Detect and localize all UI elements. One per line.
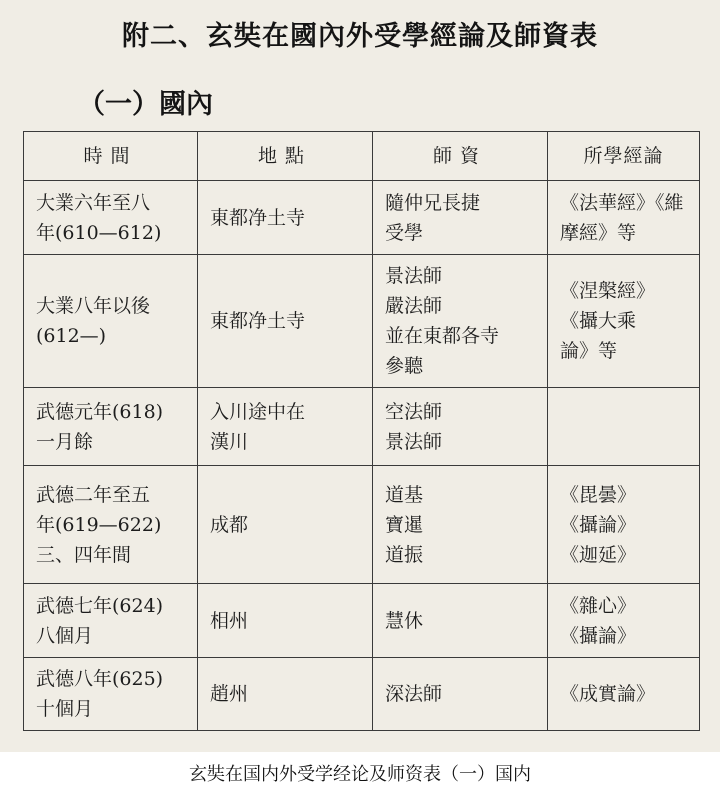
cell-line: 景法師: [385, 265, 443, 287]
cell-line: 慧休: [385, 609, 424, 632]
teachers-table: [23, 131, 700, 731]
cell-line: 深法師: [385, 683, 443, 705]
cell-line: (612—): [36, 325, 107, 347]
cell-line: 《攝論》: [560, 513, 637, 536]
cell-line: 武德八年(625): [36, 668, 164, 690]
table-row: [24, 255, 700, 388]
header-place: 地點: [198, 132, 373, 181]
cell-time: [24, 584, 198, 658]
cell-line: 論》等: [560, 340, 618, 362]
table-body: [24, 181, 700, 731]
cell-line: 年(610—612): [36, 221, 162, 244]
cell-texts: [548, 181, 700, 255]
cell-line: 漢川: [210, 430, 249, 453]
cell-teacher: [373, 584, 548, 658]
cell-line: 參聽: [385, 355, 424, 377]
cell-line: 八個月: [36, 624, 94, 647]
cell-line: 年(619—622): [36, 513, 162, 536]
cell-line: 武德元年(618): [36, 400, 164, 423]
cell-time: [24, 658, 198, 731]
cell-line: 《迦延》: [560, 543, 637, 566]
cell-teacher: [373, 466, 548, 584]
cell-time: [24, 181, 198, 255]
cell-teacher: [373, 388, 548, 466]
cell-line: 三、四年間: [36, 543, 132, 566]
cell-teacher: [373, 255, 548, 388]
table-row: [24, 658, 700, 731]
cell-place: [198, 255, 373, 388]
figure-caption: 玄奘在国内外受学经论及师资表（一）国内: [189, 764, 531, 785]
cell-place: [198, 388, 373, 466]
cell-texts: [548, 388, 700, 466]
cell-texts: [548, 658, 700, 731]
cell-place: [198, 584, 373, 658]
cell-line: 空法師: [385, 400, 443, 423]
cell-place: [198, 658, 373, 731]
cell-line: 入川途中在: [210, 400, 306, 423]
header-time: 時間: [24, 132, 198, 181]
cell-teacher: [373, 658, 548, 731]
cell-line: 隨仲兄長捷: [385, 191, 481, 214]
cell-line: 武德二年至五: [36, 483, 151, 506]
cell-line: 受學: [385, 221, 424, 244]
cell-line: 《攝論》: [560, 624, 637, 647]
cell-teacher: [373, 181, 548, 255]
cell-line: 成都: [210, 513, 249, 536]
cell-line: 摩經》等: [560, 221, 637, 244]
cell-line: 景法師: [385, 430, 443, 453]
cell-line: 《涅槃經》: [560, 280, 656, 302]
cell-line: 《攝大乘: [560, 310, 637, 332]
section-title: （一）國內: [78, 89, 213, 120]
cell-line: 十個月: [36, 698, 94, 720]
table-row: [24, 181, 700, 255]
cell-place: [198, 181, 373, 255]
cell-line: 武德七年(624): [36, 594, 164, 617]
cell-line: 道振: [385, 543, 424, 566]
cell-line: 嚴法師: [385, 295, 443, 317]
table-row: [24, 584, 700, 658]
cell-line: 《成實論》: [560, 683, 656, 705]
cell-line: 相州: [210, 609, 249, 632]
cell-line: 一月餘: [36, 430, 94, 453]
cell-line: 《毘曇》: [560, 483, 637, 506]
cell-line: 大業八年以後: [36, 295, 151, 317]
cell-line: 並在東都各寺: [385, 325, 500, 347]
cell-line: 東都净土寺: [210, 310, 306, 332]
page-title: 附二、玄奘在國內外受學經論及師資表: [122, 21, 598, 52]
cell-texts: [548, 255, 700, 388]
header-texts: 所學經論: [548, 132, 700, 181]
cell-texts: [548, 466, 700, 584]
cell-line: 寶暹: [385, 513, 424, 536]
header-teacher: 師資: [373, 132, 548, 181]
cell-line: 趙州: [210, 683, 249, 705]
cell-line: 東都净土寺: [210, 206, 306, 229]
cell-time: [24, 255, 198, 388]
cell-line: 《雜心》: [560, 594, 637, 617]
table-row: [24, 466, 700, 584]
cell-time: [24, 388, 198, 466]
table-row: [24, 388, 700, 466]
cell-line: 道基: [385, 483, 424, 506]
cell-texts: [548, 584, 700, 658]
cell-place: [198, 466, 373, 584]
cell-time: [24, 466, 198, 584]
cell-line: 大業六年至八: [36, 191, 151, 214]
table-header-row: [24, 132, 700, 181]
cell-line: 《法華經》《維: [560, 191, 684, 214]
